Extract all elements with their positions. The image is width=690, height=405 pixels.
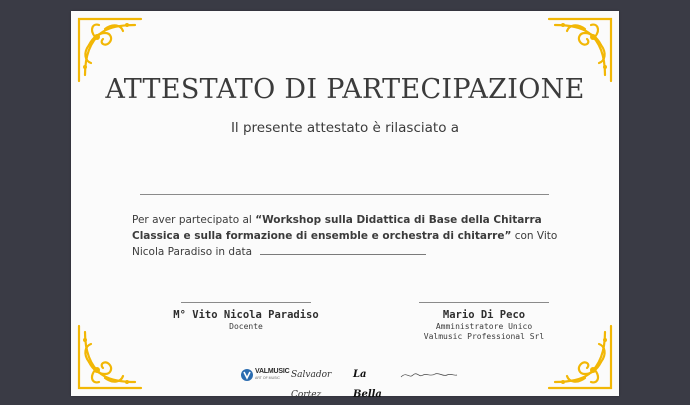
body-suffix: con Vito Nicola Paradiso in data <box>132 230 558 258</box>
recipient-name-line <box>140 194 549 195</box>
salvador-cortez-logo: Salvador Cortez <box>291 370 332 400</box>
signer-role: Docente <box>229 322 263 331</box>
signature-line <box>181 302 311 303</box>
signer-company: Valmusic Professional Srl <box>423 332 545 341</box>
signer-role: Amministratore Unico <box>435 322 533 331</box>
valmusic-v-icon <box>241 367 253 383</box>
signer-name: Mario Di Peco <box>442 309 526 321</box>
handwritten-signature-icon <box>399 365 459 385</box>
date-line <box>260 246 426 255</box>
certificate <box>71 11 619 400</box>
signer-name: M° Vito Nicola Paradiso <box>173 309 319 321</box>
certificate-title: ATTESTATO DI PARTECIPAZIONE <box>105 74 585 105</box>
sponsor-logos <box>241 365 461 400</box>
workshop-title: “Workshop sulla Didattica di Base della Chitarra Classica e sulla formazione di ensemble e orchestra di chitarre” <box>132 214 542 242</box>
valmusic-logo <box>241 365 290 385</box>
signature-left <box>124 302 368 332</box>
signature-line <box>419 302 549 303</box>
corner-ornament-icon <box>75 322 145 392</box>
la-bella-logo: La Bella <box>353 369 382 400</box>
signature-right <box>394 302 574 342</box>
valmusic-subtext: ART OF MUSIC <box>255 376 280 380</box>
certificate-body <box>132 212 568 260</box>
valmusic-text: VALMUSIC <box>255 368 290 375</box>
certificate-subtitle: Il presente attestato è rilasciato a <box>230 120 460 136</box>
body-prefix: Per aver partecipato al <box>132 214 256 226</box>
